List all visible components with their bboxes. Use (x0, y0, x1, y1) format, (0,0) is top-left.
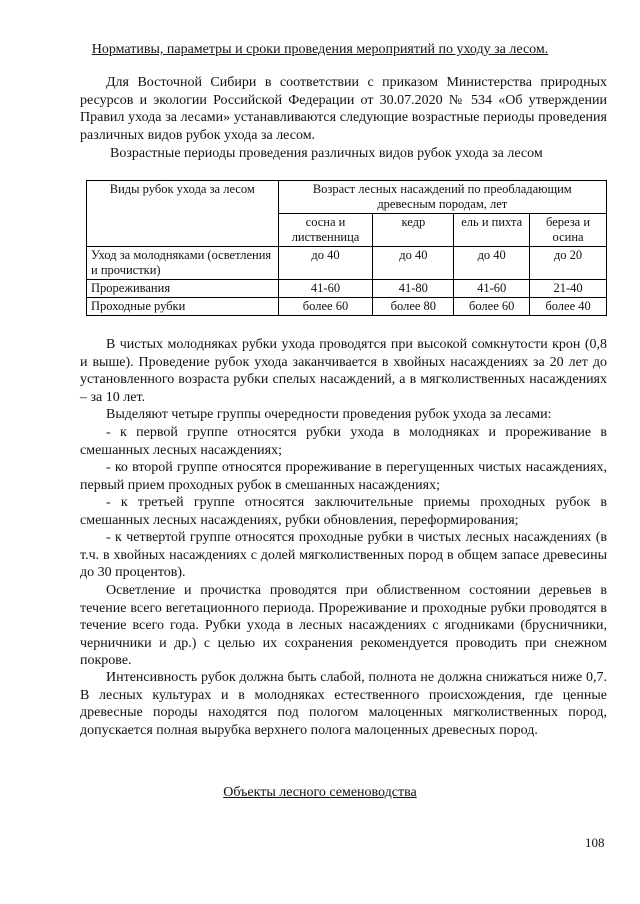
table-cell: 41-60 (454, 280, 530, 298)
table-cell: более 60 (454, 298, 530, 316)
body-paragraph: В чистых молодняках рубки ухода проводятся при высокой сомкнутости крон (0,8 и выше). Проведение рубок ухода заканчивается в хвойных насаждениях за 20 лет до установленного возраста рубки спелых насаждений, а в мягколиственных насаждениях – за 10 лет. (80, 337, 607, 405)
list-item: - к первой группе относятся рубки ухода в молодняках и прореживание в смешанных лесных насаждениях; (80, 425, 607, 458)
page-title: Нормативы, параметры и сроки проведения мероприятий по уходу за лесом. (91, 42, 549, 57)
table-cell: 41-60 (278, 280, 373, 298)
rubki-age-table (86, 180, 607, 316)
list-item: - к третьей группе относятся заключительные приемы проходных рубок в смешанных лесных насаждениях, рубки обновления, переформирования; (80, 495, 607, 528)
species-header-cell: ель и пихта (454, 214, 530, 247)
table-cell: более 40 (530, 298, 607, 316)
section-heading: Объекты лесного семеноводства (223, 785, 417, 800)
table-cell: более 80 (373, 298, 454, 316)
list-item: - ко второй группе относятся прореживание в перегущенных чистых насаждениях, первый прием проходных рубок в смешанных насаждениях; (80, 460, 607, 493)
table-cell: до 40 (454, 247, 530, 280)
list-item: - к четвертой группе относятся проходные рубки в чистых лесных насаждениях (в т.ч. в хвойных насаждениях с долей мягколиственных пород в общем запасе древесины до 30 процентов). (80, 530, 607, 580)
species-header-cell: береза и осина (530, 214, 607, 247)
table-row (87, 247, 607, 280)
body-paragraph: Выделяют четыре группы очередности проведения рубок ухода за лесами: (106, 407, 552, 422)
table-cell: Проходные рубки (87, 298, 279, 316)
table-cell: 21-40 (530, 280, 607, 298)
table-row (87, 280, 607, 298)
table-cell: 41-80 (373, 280, 454, 298)
table-cell: до 40 (278, 247, 373, 280)
intro-paragraph: Для Восточной Сибири в соответствии с приказом Министерства природных ресурсов и экологии Российской Федерации от 30.07.2020 № 534 «Об утверждении Правил ухода за лесами» устанавливаются следующие возрастные периоды проведения различных видов рубок ухода за лесом. (80, 75, 607, 143)
table-cell: до 20 (530, 247, 607, 280)
table-header-row (87, 181, 607, 214)
table-cell: Уход за молодняками (осветления и прочистки) (87, 247, 279, 280)
body-paragraph: Осветление и прочистка проводятся при облиственном состоянии деревьев в течение всего вегетационного периода. Прореживание и проходные рубки проводятся в течение всего года. Рубки ухода в лесных насаждениях с ягодниками (брусничники, черничники и др.) с целью их сохранения рекомендуется проводить при снежном покрове. (80, 583, 607, 668)
species-header-cell: сосна и лиственница (278, 214, 373, 247)
page-number: 108 (585, 835, 605, 850)
species-header-cell: кедр (373, 214, 454, 247)
body-paragraph: Интенсивность рубок должна быть слабой, полнота не должна снижаться ниже 0,7. В лесных культурах и в молодняках естественного происхождения, где ценные древесные породы находятся под пологом малоценных мягколиственных пород, допускается полная вырубка верхнего полога малоценных древесных пород. (80, 670, 607, 738)
table-header-cell: Возраст лесных насаждений по преобладающим древесным породам, лет (278, 181, 606, 214)
table-header-cell: Виды рубок ухода за лесом (87, 181, 279, 247)
table-row (87, 298, 607, 316)
table-caption: Возрастные периоды проведения различных видов рубок ухода за лесом (110, 146, 543, 161)
table-cell: более 60 (278, 298, 373, 316)
table-cell: Прореживания (87, 280, 279, 298)
table-cell: до 40 (373, 247, 454, 280)
